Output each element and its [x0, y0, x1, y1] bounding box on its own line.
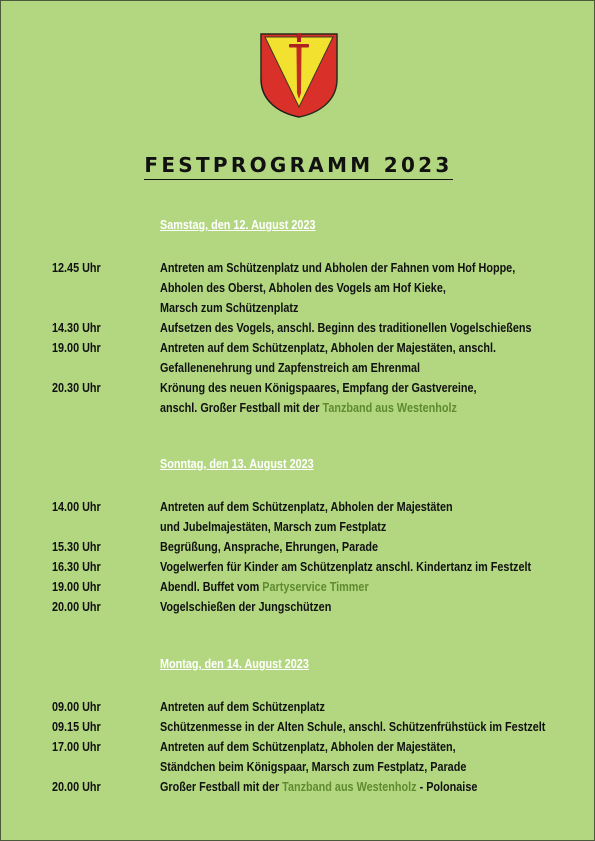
- description-text: Großer Festball mit der: [160, 780, 283, 794]
- description-text: Vogelwerfen für Kinder am Schützenplatz anschl. Kindertanz im Festzelt: [160, 560, 532, 574]
- description-text: Vogelschießen der Jungschützen: [160, 600, 332, 614]
- event-time: 16.30 Uhr: [52, 560, 101, 574]
- description-line: [160, 717, 545, 737]
- event-description: [160, 318, 532, 338]
- description-line: [160, 757, 466, 777]
- description-line: [160, 517, 453, 537]
- description-text: Krönung des neuen Königspaares, Empfang der Gastvereine,: [160, 381, 477, 395]
- description-line: [160, 497, 453, 517]
- event-description: [160, 697, 325, 717]
- event-description: [160, 557, 531, 577]
- description-text: anschl. Großer Festball mit der: [160, 401, 323, 415]
- event-time: 17.00 Uhr: [52, 740, 101, 754]
- description-text: Antreten auf dem Schützenplatz, Abholen der Majestäten,: [160, 740, 456, 754]
- event-time: 20.30 Uhr: [52, 381, 101, 395]
- event-time: 19.00 Uhr: [52, 580, 101, 594]
- description-text: Antreten am Schützenplatz und Abholen der Fahnen vom Hof Hoppe,: [160, 261, 516, 275]
- description-text: Schützenmesse in der Alten Schule, anschl. Schützenfrühstück im Festzelt: [160, 720, 546, 734]
- description-line: [160, 358, 496, 378]
- description-line: [160, 557, 531, 577]
- description-line: [160, 338, 496, 358]
- description-line: [160, 398, 477, 418]
- event-time: 12.45 Uhr: [52, 261, 101, 275]
- event-description: [160, 777, 477, 797]
- description-text: Marsch zum Schützenplatz: [160, 301, 299, 315]
- event-time: 19.00 Uhr: [52, 341, 101, 355]
- description-line: [160, 577, 369, 597]
- description-line: [160, 258, 515, 278]
- day-heading: Samstag, den 12. August 2023: [160, 218, 316, 232]
- event-description: [160, 497, 453, 537]
- event-time: 14.00 Uhr: [52, 500, 101, 514]
- event-description: [160, 338, 496, 378]
- description-text: Antreten auf dem Schützenplatz: [160, 700, 325, 714]
- description-text: Antreten auf dem Schützenplatz, Abholen der Majestäten: [160, 500, 453, 514]
- highlighted-text: Tanzband aus Westenholz: [322, 401, 457, 415]
- description-text: Abendl. Buffet vom: [160, 580, 263, 594]
- description-text: Abholen des Oberst, Abholen des Vogels am Hof Kieke,: [160, 281, 446, 295]
- event-description: [160, 378, 477, 418]
- description-text: und Jubelmajestäten, Marsch zum Festplatz: [160, 520, 387, 534]
- description-line: [160, 777, 477, 797]
- event-time: 09.00 Uhr: [52, 700, 101, 714]
- event-time: 20.00 Uhr: [52, 780, 101, 794]
- event-time: 09.15 Uhr: [52, 720, 101, 734]
- description-line: [160, 697, 325, 717]
- event-description: [160, 577, 369, 597]
- event-time: 20.00 Uhr: [52, 600, 101, 614]
- event-description: [160, 717, 545, 737]
- highlighted-text: Tanzband aus Westenholz: [282, 780, 417, 794]
- description-text: Aufsetzen des Vogels, anschl. Beginn des traditionellen Vogelschießens: [160, 321, 532, 335]
- description-line: [160, 298, 515, 318]
- description-text: Gefallenenehrung und Zapfenstreich am Ehrenmal: [160, 361, 420, 375]
- description-line: [160, 737, 466, 757]
- description-line: [160, 278, 515, 298]
- day-heading: Montag, den 14. August 2023: [160, 657, 309, 671]
- page-title: FESTPROGRAMM 2023: [1, 153, 595, 180]
- event-description: [160, 597, 331, 617]
- event-description: [160, 737, 466, 777]
- event-time: 15.30 Uhr: [52, 540, 101, 554]
- description-text: Begrüßung, Ansprache, Ehrungen, Parade: [160, 540, 379, 554]
- event-description: [160, 537, 378, 557]
- highlighted-text: Partyservice Timmer: [262, 580, 369, 594]
- description-line: [160, 597, 331, 617]
- event-time: 14.30 Uhr: [52, 321, 101, 335]
- description-line: [160, 537, 378, 557]
- description-text: Ständchen beim Königspaar, Marsch zum Festplatz, Parade: [160, 760, 467, 774]
- description-line: [160, 378, 477, 398]
- day-heading: Sonntag, den 13. August 2023: [160, 457, 314, 471]
- coat-of-arms-icon: [259, 31, 339, 119]
- description-text: Antreten auf dem Schützenplatz, Abholen der Majestäten, anschl.: [160, 341, 497, 355]
- description-text: - Polonaise: [416, 780, 478, 794]
- event-description: [160, 258, 515, 318]
- description-line: [160, 318, 532, 338]
